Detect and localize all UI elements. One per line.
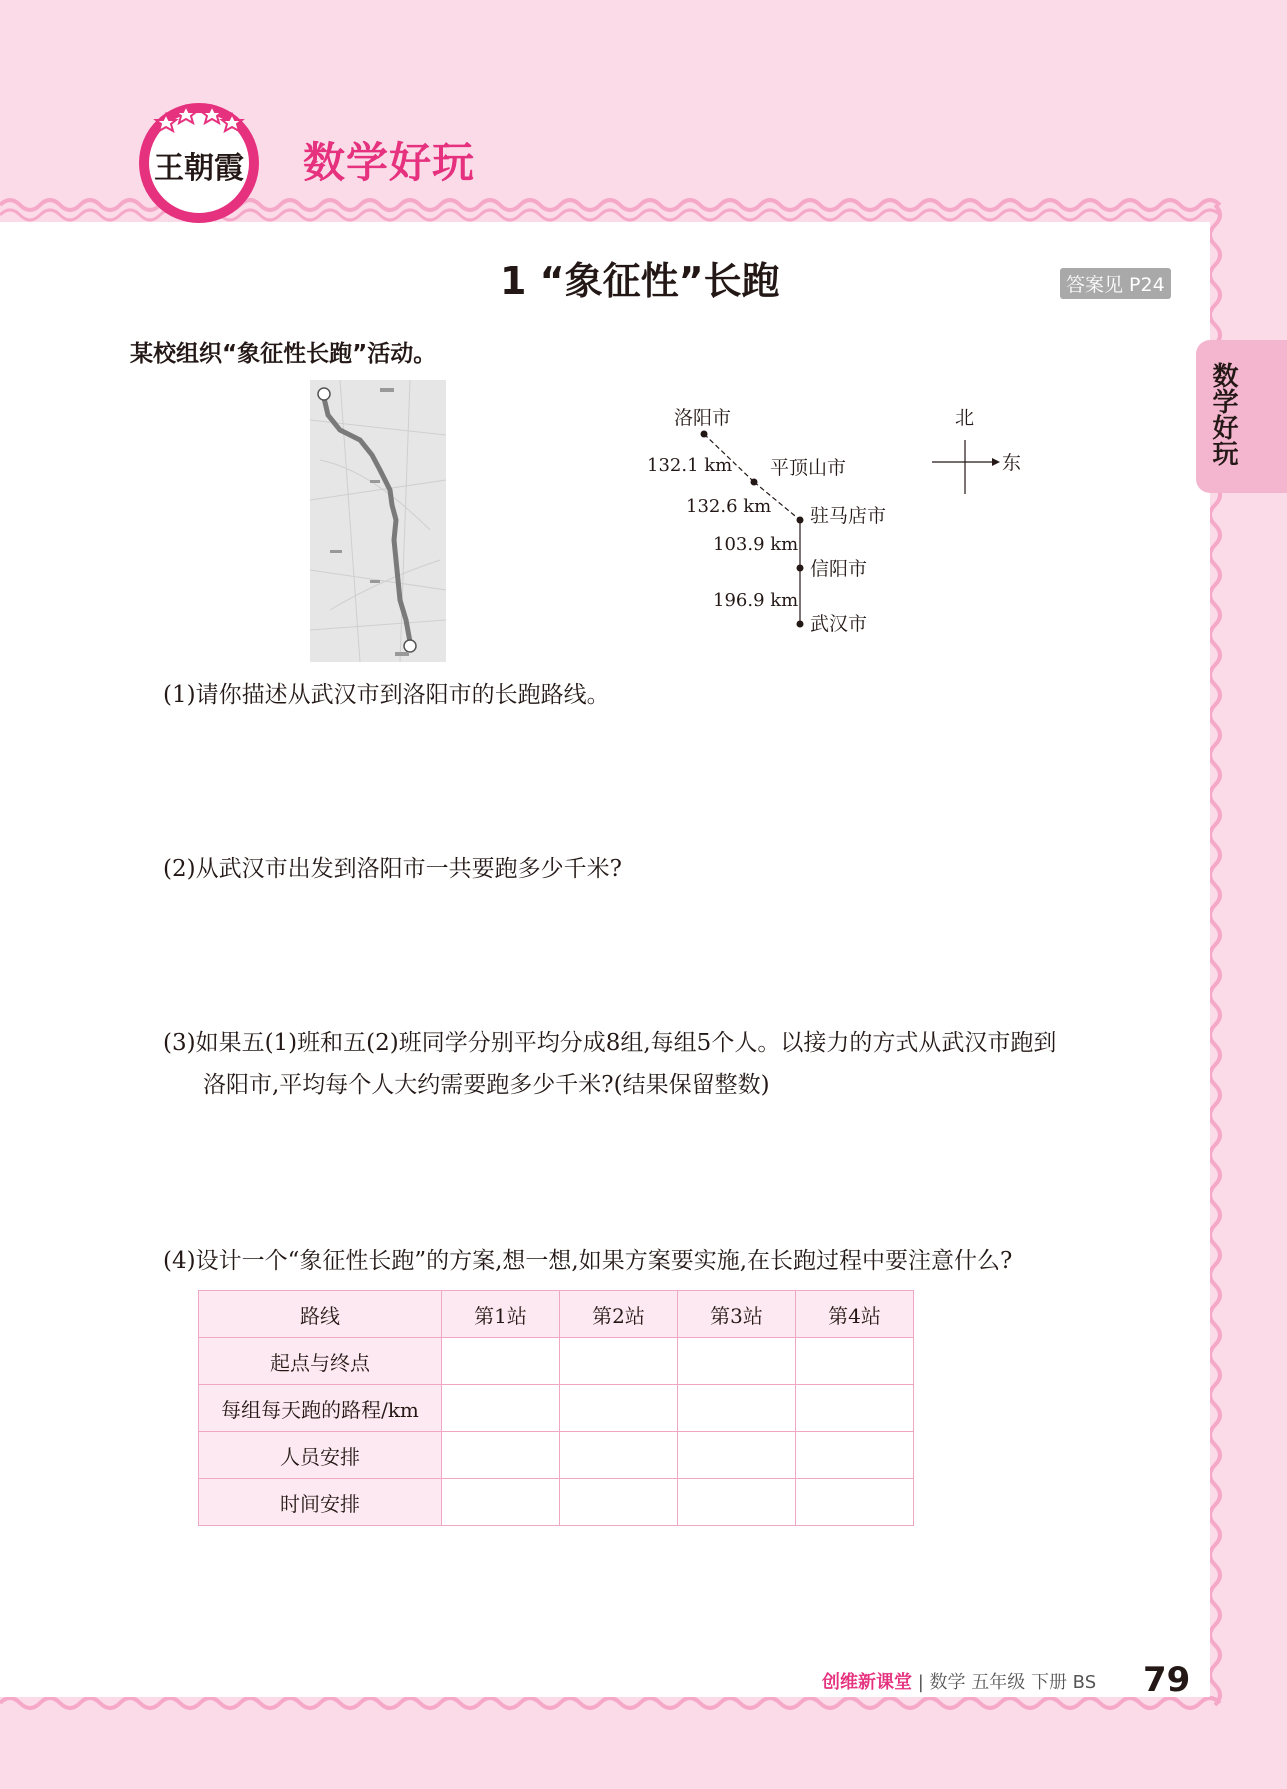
route-map-image <box>310 380 446 662</box>
table-row <box>199 1479 914 1526</box>
table-row <box>199 1385 914 1432</box>
row-label: 起点与终点 <box>199 1338 442 1385</box>
section-title: 数学好玩 <box>303 138 476 187</box>
row-label: 时间安排 <box>199 1479 442 1526</box>
answer-cell[interactable] <box>678 1479 796 1526</box>
table-header: 第4站 <box>796 1291 914 1338</box>
city-label: 洛阳市 <box>674 407 732 429</box>
question-2: (2)从武汉市出发到洛阳市一共要跑多少千米? <box>163 856 622 882</box>
question-3-line-1: (3)如果五(1)班和五(2)班同学分别平均分成8组,每组5个人。以接力的方式从武汉市跑到 <box>163 1030 1057 1056</box>
answer-cell[interactable] <box>442 1338 560 1385</box>
svg-text:东: 东 <box>1002 452 1022 474</box>
answer-cell[interactable] <box>796 1432 914 1479</box>
answer-cell[interactable] <box>560 1479 678 1526</box>
answer-cell[interactable] <box>560 1338 678 1385</box>
answer-cell[interactable] <box>796 1479 914 1526</box>
page-number: 79 <box>1143 1660 1191 1700</box>
footer <box>822 1668 1096 1694</box>
city-label: 信阳市 <box>810 558 868 580</box>
question-3-line-2: 洛阳市,平均每个人大约需要跑多少千米?(结果保留整数) <box>203 1072 770 1098</box>
plan-table <box>198 1290 914 1526</box>
answer-cell[interactable] <box>442 1479 560 1526</box>
answer-reference-badge: 答案见 P24 <box>1060 268 1171 299</box>
answer-cell[interactable] <box>442 1432 560 1479</box>
footer-brand: 创维新课堂 <box>822 1672 912 1693</box>
wangzhaoxia-logo <box>136 100 262 226</box>
row-label: 每组每天跑的路程/km <box>199 1385 442 1432</box>
compass-icon <box>932 407 1021 494</box>
answer-cell[interactable] <box>560 1385 678 1432</box>
table-header: 路线 <box>199 1291 442 1338</box>
svg-text:北: 北 <box>955 407 975 429</box>
table-header: 第3站 <box>678 1291 796 1338</box>
distance-label: 103.9 km <box>713 534 799 555</box>
intro-text: 某校组织“象征性长跑”活动。 <box>130 341 437 367</box>
answer-cell[interactable] <box>442 1385 560 1432</box>
answer-cell[interactable] <box>678 1432 796 1479</box>
start-marker-icon <box>318 388 330 400</box>
answer-cell[interactable] <box>560 1432 678 1479</box>
side-tab-label: 数学好玩 <box>1208 362 1238 466</box>
table-row <box>199 1338 914 1385</box>
page-title: 1 “象征性”长跑 <box>500 259 780 303</box>
table-row <box>199 1432 914 1479</box>
city-label: 平顶山市 <box>770 457 847 479</box>
answer-cell[interactable] <box>796 1385 914 1432</box>
city-label: 武汉市 <box>810 613 868 635</box>
distance-label: 132.1 km <box>647 455 733 476</box>
city-label: 驻马店市 <box>810 505 887 527</box>
distance-label: 196.9 km <box>713 590 799 611</box>
distance-label: 132.6 km <box>686 496 772 517</box>
question-1: (1)请你描述从武汉市到洛阳市的长跑路线。 <box>163 682 610 708</box>
answer-cell[interactable] <box>796 1338 914 1385</box>
end-marker-icon <box>404 640 416 652</box>
footer-info: | 数学 五年级 下册 BS <box>917 1672 1097 1693</box>
table-header: 第1站 <box>442 1291 560 1338</box>
answer-cell[interactable] <box>678 1338 796 1385</box>
route-diagram <box>630 390 1030 650</box>
question-4: (4)设计一个“象征性长跑”的方案,想一想,如果方案要实施,在长跑过程中要注意什么? <box>163 1248 1013 1274</box>
svg-text:王朝霞: 王朝霞 <box>154 151 244 186</box>
row-label: 人员安排 <box>199 1432 442 1479</box>
table-header-row <box>199 1291 914 1338</box>
question-3 <box>163 1022 1056 1106</box>
answer-cell[interactable] <box>678 1385 796 1432</box>
table-header: 第2站 <box>560 1291 678 1338</box>
